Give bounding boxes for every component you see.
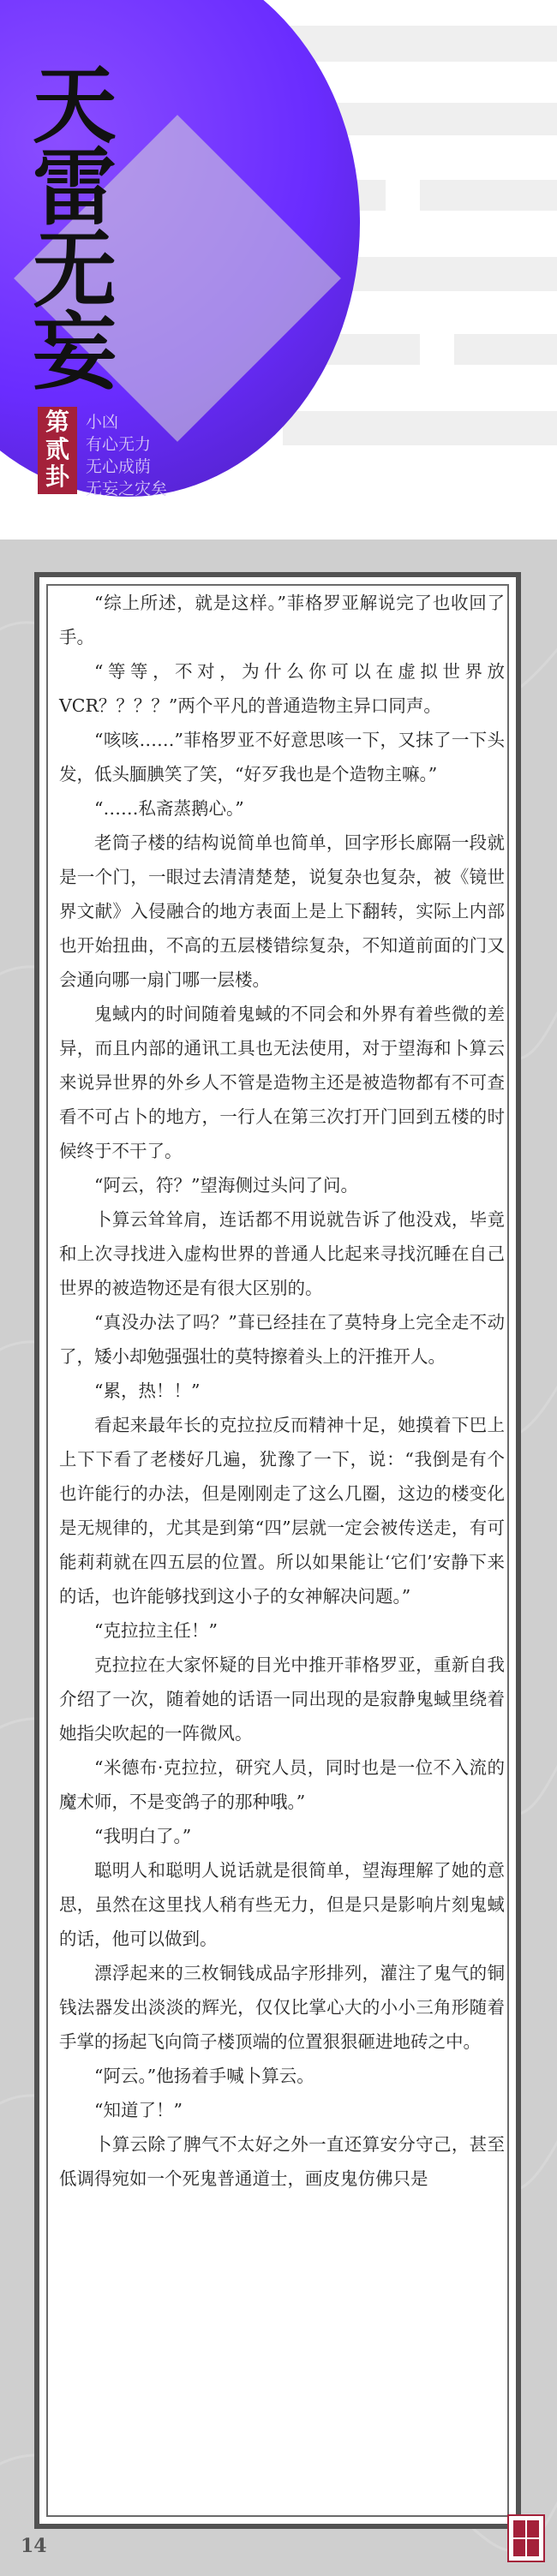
gua-line: 小凶 [86,413,119,432]
paragraph: “……私斋蒸鹅心。” [94,798,244,819]
paragraph: “咳咳……”菲格罗亚不好意思咳一下，又抹了一下头发，低头腼腆笑了笑，“好歹我也是个造物主嘛。” [59,730,505,784]
paragraph: 鬼蜮内的时间随着鬼蜮的不同会和外界有着些微的差异，而且内部的通讯工具也无法使用，对于望海和卜算云来说异世界的外乡人不管是造物主还是被造物都有不可查看不可占卜的地方，一行人在第三次打开门回到五楼的时候终于不干了。 [59,1004,505,1161]
paragraph: “累，热！！” [94,1380,201,1401]
paragraph: “综上所述，就是这样。”菲格罗亚解说完了也收回了手。 [59,593,505,647]
header-decoration [0,0,557,540]
paragraph: 卜算云耸耸肩，连话都不用说就告诉了他没戏，毕竟和上次寻找进入虚构世界的普通人比起来寻找沉睡在自己世界的被造物还是有很大区别的。 [59,1209,505,1298]
chapter-title [33,57,135,402]
paragraph: 老筒子楼的结构说简单也简单，回字形长廊隔一段就是一个门，一眼过去清清楚楚，说复杂也复杂，被《镜世界文献》入侵融合的地方表面上是上下翻转，实际上内部也开始扭曲，不高的五层楼错综复杂，不知道前面的门又会通向哪一扇门哪一层楼。 [59,832,505,990]
seal-pattern [513,2520,539,2556]
paragraph: “米德布·克拉拉，研究人员，同时也是一位不入流的魔术师，不是变鸽子的那种哦。” [59,1757,505,1812]
story-text [59,586,505,2196]
paragraph: 漂浮起来的三枚铜钱成品字形排列，灌注了鬼气的铜钱法器发出淡淡的辉光，仅仅比掌心大的小小三角形随着手掌的扬起飞向筒子楼顶端的位置狠狠砸进地砖之中。 [59,1963,505,2052]
paragraph: “我明白了。” [94,1826,192,1846]
gua-lines [86,411,291,500]
title-char: 雷 [33,139,117,237]
paragraph: “阿云。”他扬着手喊卜算云。 [94,2066,314,2086]
paragraph: 克拉拉在大家怀疑的目光中推开菲格罗亚，重新自我介绍了一次，随着她的话语一同出现的是寂静鬼蜮里绕着她指尖吹起的一阵微风。 [59,1655,505,1744]
paragraph: “真没办法了吗？”葺已经挂在了莫特身上完全走不动了，矮小却勉强强壮的莫特擦着头上的汗推开人。 [59,1312,505,1367]
title-char: 天 [33,57,117,155]
title-char: 无 [33,221,117,319]
paragraph: “阿云，符？”望海侧过头问了问。 [94,1175,358,1196]
gua-line: 无心成荫 [86,457,152,476]
gua-badge: 第贰卦 [38,407,77,494]
gua-line: 无妄之灾矣 [86,480,168,498]
seal-stamp-icon [507,2514,545,2562]
paragraph: 聪明人和聪明人说话就是很简单，望海理解了她的意思，虽然在这里找人稍有些无力，但是只是影响片刻鬼蜮的话，他可以做到。 [59,1860,505,1949]
paragraph: “等等，不对，为什么你可以在虚拟世界放VCR？？？？”两个平凡的普通造物主异口同声。 [59,661,505,716]
page-number: 14 [21,2535,47,2557]
gua-line: 有心无力 [86,435,152,454]
paragraph: “克拉拉主任！” [94,1620,218,1641]
paragraph: “知道了！” [94,2100,183,2120]
paragraph: 卜算云除了脾气不太好之外一直还算安分守己，甚至低调得宛如一个死鬼普通道士，画皮鬼仿佛只是 [59,2134,505,2189]
paragraph: 看起来最年长的克拉拉反而精神十足，她摸着下巴上上下下看了老楼好几遍，犹豫了一下，说：“我倒是有个也许能行的办法，但是刚刚走了这么几圈，这边的楼变化是无规律的，尤其是到第“四”层就一定会被传送走，有可能莉莉就在四五层的位置。所以如果能让‘它们’安静下来的话，也许能够找到这小子的女神解决问题。” [59,1415,505,1607]
title-char: 妄 [33,303,117,402]
